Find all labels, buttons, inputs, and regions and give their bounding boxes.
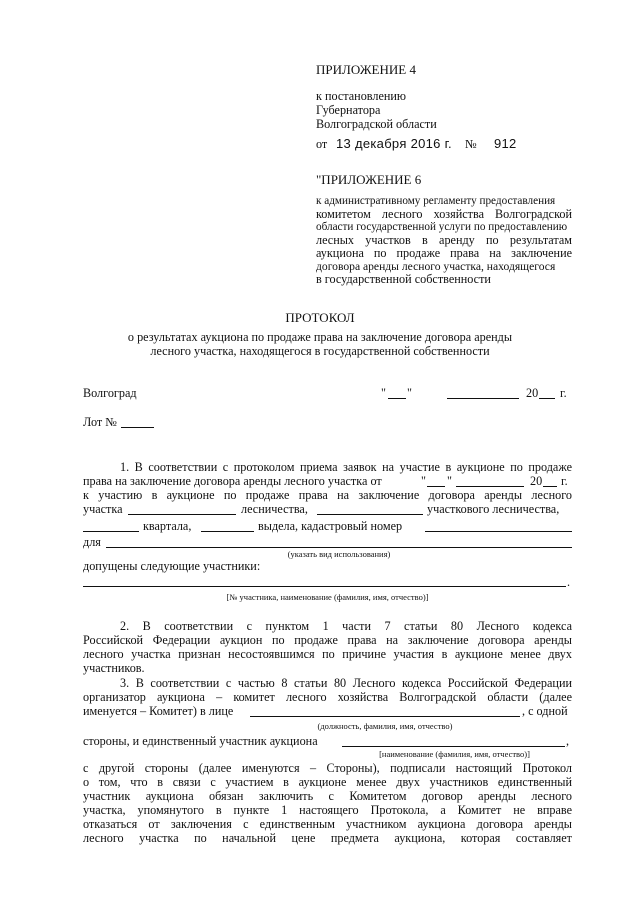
- number-value: 912: [494, 136, 517, 151]
- para2-line: участников.: [83, 661, 145, 675]
- para3-line: участка, упомянутого в пункте 1 настоящего Протокола, а Комитет не вправе: [83, 803, 572, 817]
- appendix6-line: к административному регламенту предоставления: [316, 195, 556, 207]
- para1-line: 1. В соответствии с протоколом приема заявок на участие в аукционе по продаже: [120, 460, 572, 474]
- participants-blank: [83, 586, 566, 587]
- para3-line: именуется – Комитет) в лице: [83, 704, 234, 718]
- para1-month-blank: [456, 486, 524, 487]
- para3-line: с другой стороны (далее именуются – Стороны), подписали настоящий Протокол: [83, 761, 572, 775]
- para1-year-suffix: г.: [561, 474, 568, 488]
- para1-day-blank: [427, 486, 445, 487]
- appendix-title: ПРИЛОЖЕНИЕ 4: [316, 62, 416, 77]
- appendix-to-line: к постановлению: [316, 89, 407, 103]
- para3-line: 3. В соответствии с частью 8 статьи 80 Лесного кодекса Российской Федерации: [120, 676, 572, 690]
- para1-line: права на заключение договора аренды лесного участка от: [83, 474, 382, 488]
- para3-line: лесного участка по начальной цене предмета аукциона, которая составляет: [83, 831, 572, 845]
- protocol-subtitle: лесного участка, находящегося в государственной собственности: [150, 344, 490, 358]
- para1-line: квартала,: [143, 519, 192, 533]
- date-value: 13 декабря 2016 г.: [336, 136, 452, 151]
- para2-line: Российской Федерации аукцион по продаже права на заключение договора аренды: [83, 633, 572, 647]
- para1-quote-open: ": [421, 474, 426, 488]
- para1-quote-close: ": [447, 474, 452, 488]
- year-prefix: 20: [526, 386, 539, 400]
- appendix-to-line: Волгоградской области: [316, 117, 437, 131]
- day-blank: [388, 398, 406, 399]
- appendix6-line: договора аренды лесного участка, находящегося: [316, 260, 556, 273]
- usage-caption: (указать вид использования): [287, 549, 391, 559]
- representative-caption: (должность, фамилия, имя, отчество): [317, 721, 453, 731]
- para3-line: участник аукциона обязан заключить с Комитетом договор аренды лесного: [83, 789, 572, 803]
- quote-open: ": [381, 386, 386, 400]
- para1-line: лесничества,: [241, 502, 308, 516]
- para3-line: , с одной: [522, 704, 568, 718]
- section-blank: [201, 531, 254, 532]
- para1-year-blank: [543, 486, 557, 487]
- para3-line: ,: [566, 734, 570, 748]
- para1-year-prefix: 20: [530, 474, 543, 488]
- para2-line: 2. В соответствии с пунктом 1 части 7 статьи 80 Лесного кодекса: [120, 619, 572, 633]
- cadastral-number-blank: [425, 531, 572, 532]
- para2-line: лесного участка признан несостоявшимся по причине участия в аукционе менее двух: [83, 647, 572, 661]
- para1-line: к участию в аукционе по продаже права на заключение договора аренды лесного: [83, 488, 572, 502]
- appendix6-line: аукциона по продаже права на заключение: [316, 246, 572, 260]
- appendix6-line: комитетом лесного хозяйства Волгоградской: [316, 207, 572, 221]
- para3-line: организатор аукциона – комитет лесного хозяйства Волгоградской области (далее: [83, 690, 572, 704]
- para1-line: участка: [83, 502, 123, 516]
- number-sign: №: [465, 137, 477, 151]
- city: Волгоград: [83, 386, 137, 400]
- district-forestry-blank: [317, 514, 423, 515]
- year-suffix: г.: [560, 386, 567, 400]
- protocol-subtitle: о результатах аукциона по продаже права на заключение договора аренды: [127, 330, 513, 344]
- representative-blank: [250, 716, 520, 717]
- year-blank: [539, 398, 555, 399]
- quarter-blank: [83, 531, 139, 532]
- para1-line: для: [83, 535, 101, 549]
- protocol-title: ПРОТОКОЛ: [285, 310, 355, 325]
- sole-participant-caption: [наименование (фамилия, имя, отчество)]: [379, 749, 530, 759]
- quote-close: ": [407, 386, 412, 400]
- appendix6-line: в государственной собственности: [316, 272, 491, 286]
- appendix6-line: лесных участков в аренду по результатам: [316, 233, 572, 247]
- participants-caption: [№ участника, наименование (фамилия, имя, отчество)]: [226, 592, 429, 602]
- forestry-blank: [128, 514, 236, 515]
- appendix6-line: области государственной услуги по предоставлению: [316, 221, 568, 233]
- para3-line: отказаться от заключения с единственным участником аукциона договора аренды: [83, 817, 572, 831]
- date-prefix: от: [316, 137, 328, 151]
- para3-line: стороны, и единственный участник аукциона: [83, 734, 318, 748]
- appendix6-title: "ПРИЛОЖЕНИЕ 6: [316, 172, 422, 187]
- lot-blank: [121, 427, 154, 428]
- para1-line: участкового лесничества,: [427, 502, 560, 516]
- appendix-to-line: Губернатора: [316, 103, 381, 117]
- lot-label: Лот №: [83, 415, 117, 429]
- month-blank: [447, 398, 519, 399]
- participants-end: .: [567, 575, 571, 589]
- usage-blank: [106, 547, 572, 548]
- para1-line: допущены следующие участники:: [83, 559, 261, 573]
- para1-line: выдела, кадастровый номер: [258, 519, 403, 533]
- para3-line: о том, что в связи с участием в аукционе менее двух участников единственный: [83, 775, 572, 789]
- sole-participant-blank: [342, 746, 565, 747]
